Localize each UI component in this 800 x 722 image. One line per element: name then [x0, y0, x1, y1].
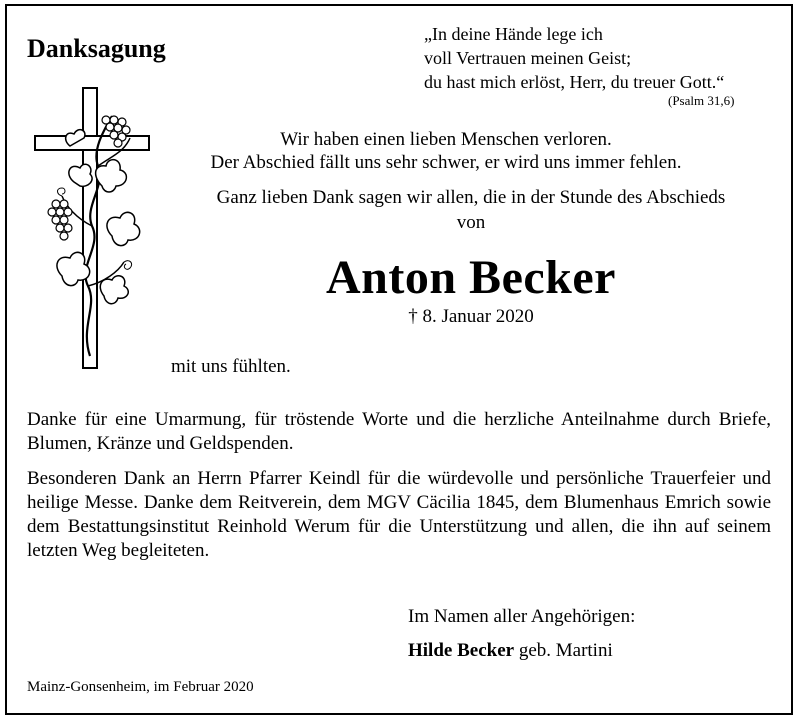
intro-line: von — [456, 212, 486, 233]
heading: Danksagung — [27, 34, 166, 63]
signature-name-bold: Hilde Becker — [408, 640, 515, 661]
place-date: Mainz-Gonsenheim, im Februar 2020 — [27, 679, 254, 695]
signature-name-rest: geb. Martini — [514, 640, 613, 661]
deceased-name: Anton Becker — [326, 251, 616, 304]
quote-line: „In deine Hände lege ich — [424, 24, 603, 44]
signature-line: Im Namen aller Angehörigen: — [408, 606, 636, 627]
cross-with-grapevine-icon — [32, 86, 158, 371]
quote-line: voll Vertrauen meinen Geist; — [424, 48, 632, 68]
intro-line: Wir haben einen lieben Menschen verloren. — [280, 129, 612, 150]
signature-name — [408, 640, 613, 662]
death-date: † 8. Januar 2020 — [408, 306, 534, 327]
intro-line: Der Abschied fällt uns sehr schwer, er wird uns immer fehlen. — [210, 152, 682, 173]
closing-intro: mit uns fühlten. — [171, 356, 291, 377]
bible-quote — [424, 22, 724, 94]
intro-line: Ganz lieben Dank sagen wir allen, die in der Stunde des Abschieds — [216, 187, 726, 208]
quote-source: (Psalm 31,6) — [668, 93, 735, 108]
thanks-paragraph: Besonderen Dank an Herrn Pfarrer Keindl für die würdevolle und persönliche Trauerfeier und heilige Messe. Danke dem Reitverein, dem MGV Cäcilia 1845, dem Blumenhaus Emrich sowie dem Bestattungsinstitut Reinhold Werum für die Unterstützung und allen, die ihn auf seinem letzten Weg begleiteten. — [27, 468, 771, 561]
quote-line: du hast mich erlöst, Herr, du treuer Gott.“ — [424, 72, 725, 92]
thanks-paragraph: Danke für eine Umarmung, für tröstende Worte und die herzliche Anteilnahme durch Briefe, Blumen, Kränze und Geldspenden. — [27, 409, 771, 454]
